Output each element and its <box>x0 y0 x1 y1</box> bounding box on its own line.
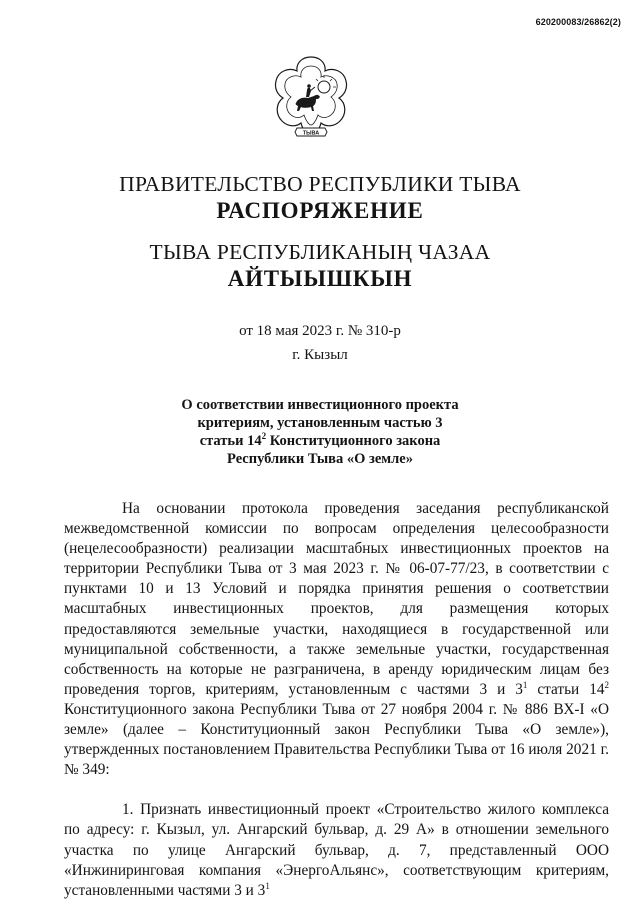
emblem-ribbon-text: ТЫВА <box>302 130 320 137</box>
title-line <box>150 432 490 450</box>
document-body <box>64 499 609 901</box>
paragraph-text: статьи 14 <box>527 680 605 698</box>
title-line: критериям, установленным частью 3 <box>197 415 443 431</box>
city: г. Кызыл <box>292 347 348 363</box>
title-text: статьи 14 <box>199 433 262 449</box>
superscript: 2 <box>604 679 609 690</box>
title-line: Республики Тыва «О земле» <box>227 451 413 467</box>
order-type-ru: РАСПОРЯЖЕНИЕ <box>216 198 424 223</box>
preamble-paragraph <box>64 499 609 780</box>
order-type-tv: АЙТЫЫШКЫН <box>227 266 413 291</box>
title-superscript: 2 <box>261 431 267 441</box>
superscript: 1 <box>265 880 270 891</box>
government-title-ru: ПРАВИТЕЛЬСТВО РЕСПУБЛИКИ ТЫВА <box>119 172 521 196</box>
government-title-tv: ТЫВА РЕСПУБЛИКАНЫҢ ЧАЗАА <box>149 240 491 264</box>
paragraph-text: На основании протокола проведения заседания республиканской межведомственной комиссии по вопросам определения целесообразности (нецелесообразности) реализации масштабных инвестиционных проектов на территории Республики Тыва от 3 мая 2023 г. № 06-07-77/23, в соответствии с пунктами 10 и 13 Условий и порядка принятия решения о соответствии масштабных инвестиционных проектов, для размещения которых предоставляются земельные участки, находящиеся в государственной или муниципальной собственности, а также земельные участки, государственная собственность на которые не разграничена, в аренду юридическим лицам без проведения торгов, критериям, установленным с частями 3 и 3 <box>64 500 609 698</box>
superscript: 1 <box>522 679 528 690</box>
paragraph-text: 1. Признать инвестиционный проект «Строительство жилого комплекса по адресу: г. Кызыл, ул. Ангарский бульвар, д. 29 А» в отношении земельного участка по улице Ангарский бульвар, д. 7, представленный ООО «Инжиниринговая компания «ЭнергоАльянс», соответствующим критериям, установленными частями 3 и 3 <box>64 801 609 899</box>
title-line: О соответствии инвестиционного проекта <box>181 397 459 413</box>
item-1-paragraph <box>64 800 609 900</box>
document-number: 620200083/26862(2) <box>535 17 621 27</box>
document-title <box>150 396 490 468</box>
title-text: Конституционного закона <box>266 433 441 449</box>
paragraph-text: Конституционного закона Республики Тыва от 27 ноября 2004 г. № 886 ВХ-I «О земле» (далее – Конституционный закон Республики Тыва «О земле»), утвержденных постановлением Правительства Республики Тыва от 16 июля 2021 г. № 349: <box>64 700 609 779</box>
date-and-number: от 18 мая 2023 г. № 310-р <box>239 323 401 339</box>
tuva-emblem-icon <box>270 54 352 150</box>
